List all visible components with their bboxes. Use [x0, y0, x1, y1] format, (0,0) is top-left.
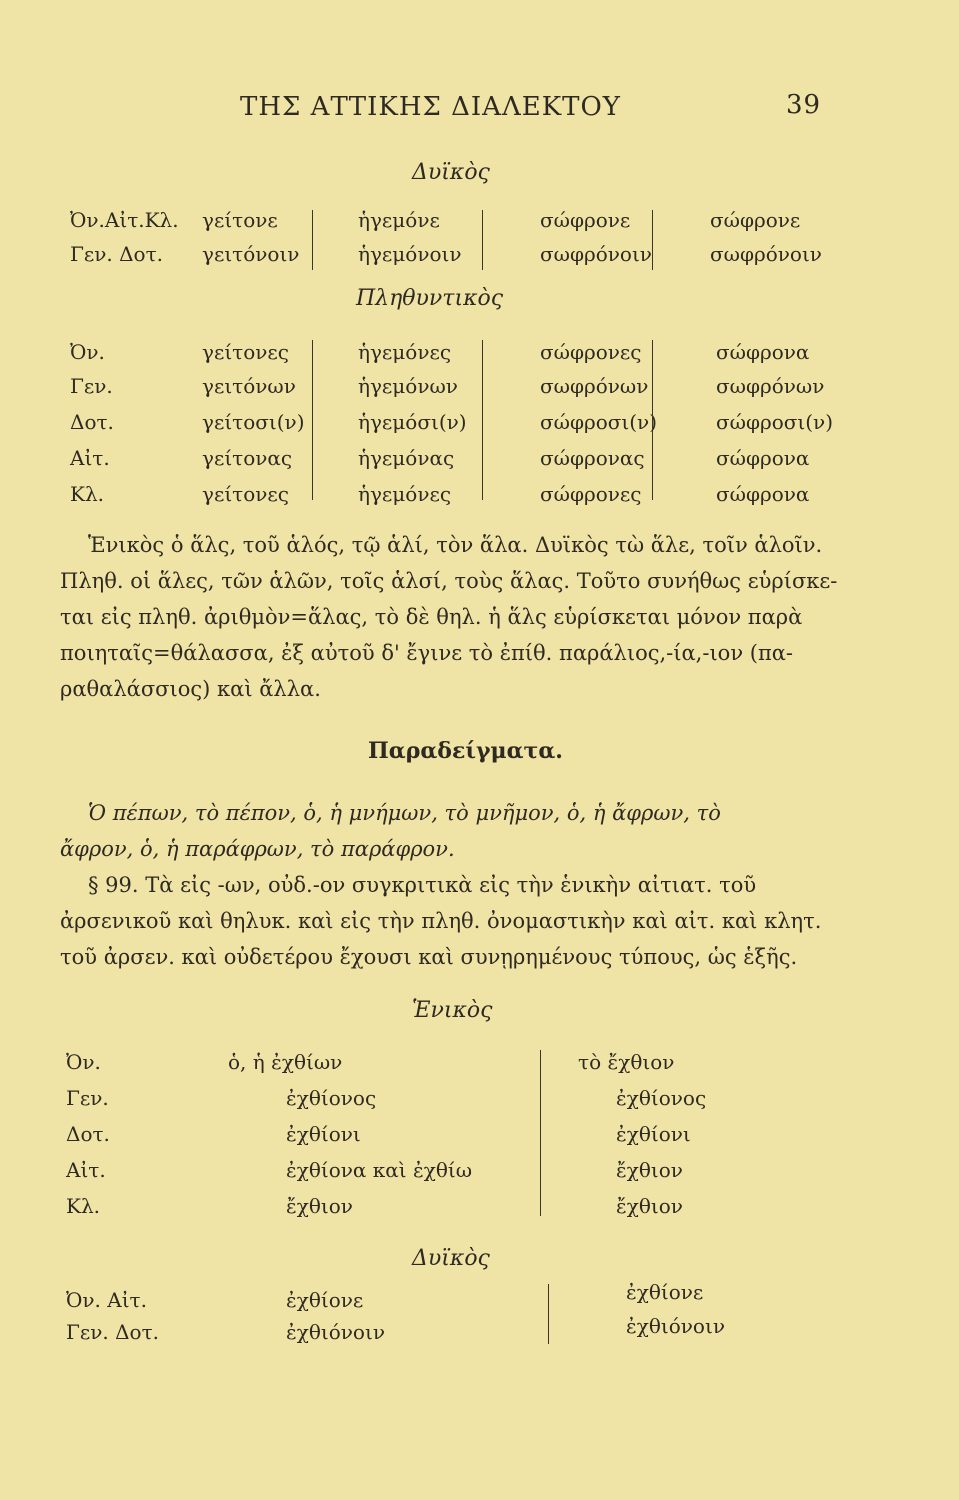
form-cell: γειτόνων — [202, 374, 296, 398]
form-cell: ἡγεμόνων — [358, 374, 458, 398]
form-cell: σωφρόνοιν — [540, 242, 652, 266]
form-cell: γείτονας — [202, 446, 293, 470]
case-label: Ὀν. — [66, 1050, 101, 1074]
form-cell: ἐχθίονος — [286, 1086, 377, 1110]
form-cell: ἔχθιον — [616, 1194, 683, 1218]
case-label: Αἰτ. — [70, 446, 110, 470]
running-title: ΤΗΣ ΑΤΤΙΚΗΣ ΔΙΑΛΕΚΤΟΥ — [240, 92, 621, 122]
dual-heading: Δυϊκὸς — [412, 160, 490, 185]
text-line: Πληθ. οἱ ἅλες, τῶν ἁλῶν, τοῖς ἁλσί, τοὺς ἅλας. Τοῦτο συνήθως εὑρίσκε- — [60, 569, 838, 593]
text-line: Ἑνικὸς ὁ ἅλς, τοῦ ἁλός, τῷ ἁλί, τὸν ἅλα. Δυϊκὸς τὼ ἅλε, τοῖν ἁλοῖν. — [88, 533, 823, 557]
form-cell: ὁ, ἡ ἐχθίων — [228, 1050, 343, 1074]
form-cell: ἡγεμόσι(ν) — [358, 410, 467, 434]
case-label: Ὀν. — [70, 340, 105, 364]
form-cell: σώφρονα — [716, 446, 810, 470]
form-cell: σώφρονας — [540, 446, 645, 470]
form-cell: ἔχθιον — [616, 1158, 683, 1182]
column-divider — [548, 1284, 549, 1344]
text-line: ἄφρον, ὁ, ἡ παράφρων, τὸ παράφρον. — [60, 837, 455, 861]
column-divider — [312, 210, 313, 270]
form-cell: σωφρόνων — [716, 374, 825, 398]
form-cell: τὸ ἔχθιον — [578, 1050, 675, 1074]
column-divider — [312, 340, 313, 500]
form-cell: ἡγεμόνας — [358, 446, 455, 470]
text-line: ραθαλάσσιος) καὶ ἄλλα. — [60, 677, 321, 701]
case-label: Δοτ. — [70, 410, 114, 434]
column-divider — [482, 210, 483, 270]
form-cell: γειτόνοιν — [202, 242, 300, 266]
form-cell: ἡγεμόνες — [358, 340, 452, 364]
case-label: Γεν. Δοτ. — [66, 1320, 160, 1344]
case-label: Κλ. — [66, 1194, 100, 1218]
case-label: Γεν. — [66, 1086, 109, 1110]
form-cell: ἐχθιόνοιν — [626, 1314, 725, 1338]
case-label: Δοτ. — [66, 1122, 110, 1146]
text-line: ται εἰς πληθ. ἀριθμὸν=ἅλας, τὸ δὲ θηλ. ἡ ἅλς εὑρίσκεται μόνον παρὰ — [60, 605, 803, 629]
singular-heading: Ἑνικὸς — [412, 998, 493, 1023]
case-label: Κλ. — [70, 482, 104, 506]
column-divider — [482, 340, 483, 500]
form-cell: σώφρονε — [710, 208, 801, 232]
case-label: Γεν. Δοτ. — [70, 242, 164, 266]
form-cell: σώφρονε — [540, 208, 631, 232]
form-cell: σώφροσι(ν) — [716, 410, 834, 434]
form-cell: ἐχθίονα καὶ ἐχθίω — [286, 1158, 473, 1182]
text-line: τοῦ ἀρσεν. καὶ οὐδετέρου ἔχουσι καὶ συνῃρημένους τύπους, ὡς ἑξῆς. — [60, 945, 798, 969]
form-cell: ἡγεμόνε — [358, 208, 440, 232]
form-cell: γείτονες — [202, 340, 289, 364]
form-cell: ἐχθιόνοιν — [286, 1320, 385, 1344]
text-line: ἀρσενικοῦ καὶ θηλυκ. καὶ εἰς τὴν πληθ. ὀνομαστικὴν καὶ αἰτ. καὶ κλητ. — [60, 909, 822, 933]
form-cell: σώφρονες — [540, 482, 642, 506]
case-label: Ὀν. Αἰτ. — [66, 1288, 147, 1312]
form-cell: γείτονες — [202, 482, 289, 506]
form-cell: ἐχθίονος — [616, 1086, 707, 1110]
examples-heading: Παραδείγματα. — [368, 738, 563, 764]
form-cell: σώφρονες — [540, 340, 642, 364]
text-line: Ὁ πέπων, τὸ πέπον, ὁ, ἡ μνήμων, τὸ μνῆμον, ὁ, ἡ ἄφρων, τὸ — [88, 801, 721, 825]
column-divider — [540, 1050, 541, 1216]
case-label: Γεν. — [70, 374, 113, 398]
form-cell: ἐχθίονε — [286, 1288, 364, 1312]
form-cell: σώφρονα — [716, 340, 810, 364]
form-cell: ἐχθίονι — [286, 1122, 361, 1146]
form-cell: γείτονε — [202, 208, 278, 232]
form-cell: σώφρονα — [716, 482, 810, 506]
case-label: Ὀν.Αἰτ.Κλ. — [70, 208, 179, 232]
form-cell: ἡγεμόνες — [358, 482, 452, 506]
text-line: ποιηταῖς=θάλασσα, ἐξ αὐτοῦ δ' ἔγινε τὸ ἐπίθ. παράλιος,-ία,-ιον (πα- — [60, 641, 794, 665]
text-line: § 99. Τὰ εἰς -ων, οὐδ.-ον συγκριτικὰ εἰς τὴν ἑνικὴν αἰτιατ. τοῦ — [88, 873, 757, 897]
column-divider — [652, 340, 653, 500]
form-cell: ἐχθίονι — [616, 1122, 691, 1146]
form-cell: ἡγεμόνοιν — [358, 242, 462, 266]
form-cell: σωφρόνων — [540, 374, 649, 398]
case-label: Αἰτ. — [66, 1158, 106, 1182]
column-divider — [652, 210, 653, 270]
form-cell: ἐχθίονε — [626, 1280, 704, 1304]
page-number: 39 — [786, 90, 822, 120]
form-cell: σωφρόνοιν — [710, 242, 822, 266]
dual-heading: Δυϊκὸς — [412, 1246, 490, 1271]
form-cell: γείτοσι(ν) — [202, 410, 305, 434]
form-cell: ἔχθιον — [286, 1194, 353, 1218]
form-cell: σώφροσι(ν) — [540, 410, 658, 434]
plural-heading: Πληθυντικὸς — [356, 286, 504, 311]
